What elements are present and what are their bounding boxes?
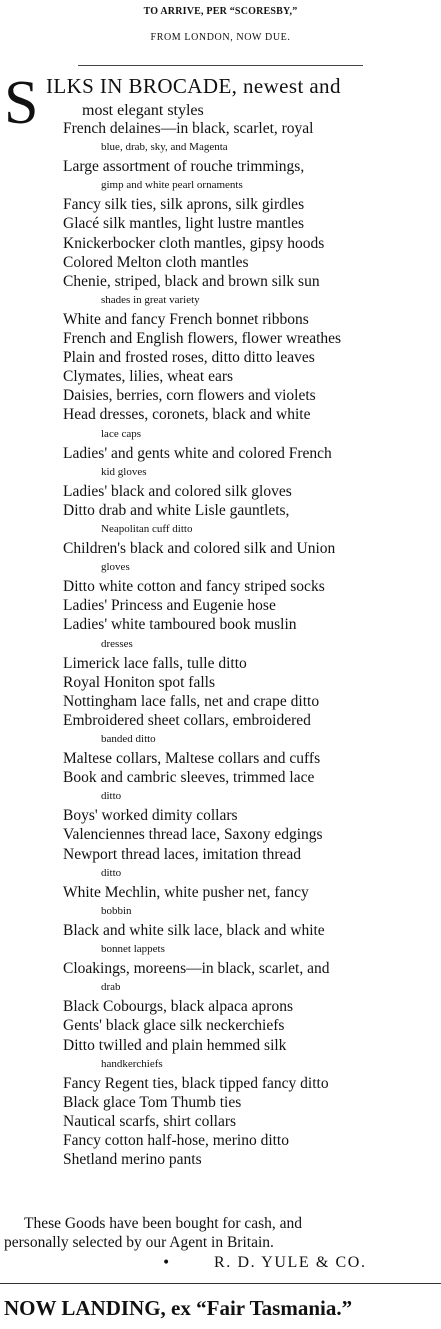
list-item-text: Knickerbocker cloth mantles, gipsy hoods [63, 234, 325, 252]
list-item-text: Fancy silk ties, silk aprons, silk girdles [63, 196, 305, 214]
list-item [63, 768, 437, 806]
list-item-continuation: dresses [101, 637, 133, 650]
list-item [63, 482, 437, 501]
list-item-continuation: handkerchiefs [101, 1057, 163, 1070]
list-item-text: Ditto drab and white Lisle gauntlets, [63, 501, 290, 519]
closing-statement [4, 1214, 438, 1252]
list-item-text: Book and cambric sleeves, trimmed lace [63, 769, 315, 787]
list-item-text: Nottingham lace falls, net and crape ditto [63, 692, 320, 710]
list-item-continuation: kid gloves [101, 465, 147, 478]
list-item [63, 348, 437, 367]
list-item-text: Shetland merino pants [63, 1151, 202, 1169]
list-item [63, 883, 437, 921]
list-item-text: Head dresses, coronets, black and white [63, 406, 311, 424]
list-item-text: Royal Honiton spot falls [63, 673, 215, 691]
signature: R. D. YULE & CO. [214, 1254, 367, 1271]
heading-origin: FROM LONDON, NOW DUE. [150, 32, 291, 43]
drop-cap: S [4, 69, 39, 137]
list-item-continuation: drab [101, 981, 121, 994]
list-item-text: Boys' worked dimity collars [63, 807, 238, 825]
list-item [63, 1112, 437, 1131]
list-item-text: White Mechlin, white pusher net, fancy [63, 883, 309, 901]
list-item-text: Daisies, berries, corn flowers and violets [63, 387, 316, 405]
lead-line: ILKS IN BROCADE, newest and [46, 74, 341, 98]
list-item [63, 444, 437, 482]
list-item-text: Colored Melton cloth mantles [63, 253, 249, 271]
list-item-text: Maltese collars, Maltese collars and cuffs [63, 750, 321, 768]
list-item [63, 806, 437, 825]
list-item [63, 1150, 437, 1169]
list-item [63, 749, 437, 768]
list-item-text: Large assortment of rouche trimmings, [63, 158, 305, 176]
list-item-continuation: lace caps [101, 427, 141, 440]
list-item-text: White and fancy French bonnet ribbons [63, 310, 309, 328]
list-item-text: Limerick lace falls, tulle ditto [63, 654, 247, 672]
list-item [63, 673, 437, 692]
list-item [63, 596, 437, 615]
top-divider [78, 65, 363, 66]
list-item [63, 615, 437, 653]
heading-arrival: TO ARRIVE, PER “SCORESBY,” [143, 6, 298, 17]
list-item [63, 329, 437, 348]
lead-continuation: most elegant styles [82, 102, 204, 119]
list-item [63, 214, 437, 233]
list-item-text: Ladies' white tamboured book muslin [63, 616, 297, 634]
list-item-text: Black and white silk lace, black and white [63, 921, 325, 939]
list-item-text: Ditto twilled and plain hemmed silk [63, 1036, 287, 1054]
list-item [63, 1016, 437, 1035]
list-item-text: Chenie, striped, black and brown silk sun [63, 272, 320, 290]
list-item [63, 195, 437, 214]
list-item [63, 501, 437, 539]
list-item-continuation: Neapolitan cuff ditto [101, 522, 193, 535]
list-item-text: French and English flowers, flower wreathes [63, 330, 342, 348]
list-item [63, 539, 437, 577]
list-item-text: Children's black and colored silk and Union [63, 540, 336, 558]
list-item [63, 310, 437, 329]
list-item-text: Ladies' and gents white and colored French [63, 444, 332, 462]
list-item-continuation: banded ditto [101, 733, 156, 745]
bottom-divider [0, 1283, 441, 1284]
list-item [63, 253, 437, 272]
list-item [63, 711, 437, 749]
list-item-continuation: ditto [101, 866, 122, 879]
list-item-continuation: blue, drab, sky, and Magenta [101, 141, 228, 154]
list-item [63, 654, 437, 673]
list-item [63, 386, 437, 405]
list-item [63, 1131, 437, 1150]
list-item-text: Ladies' Princess and Eugenie hose [63, 597, 276, 615]
list-item [63, 119, 437, 157]
list-item-text: Fancy cotton half-hose, merino ditto [63, 1131, 289, 1149]
list-item-text: Plain and frosted roses, ditto ditto leaves [63, 349, 315, 367]
list-item [63, 921, 437, 959]
list-item-text: Newport thread laces, imitation thread [63, 845, 302, 863]
closing-line-1: These Goods have been bought for cash, and [24, 1215, 303, 1232]
list-item [63, 577, 437, 596]
list-item-text: Black glace Tom Thumb ties [63, 1093, 242, 1111]
list-item-text: Black Cobourgs, black alpaca aprons [63, 998, 293, 1016]
closing-line-2: personally selected by our Agent in Britain. [4, 1234, 274, 1251]
list-item-text: Gents' black glace silk neckerchiefs [63, 1017, 285, 1035]
list-item [63, 825, 437, 844]
list-item [63, 367, 437, 386]
list-item [63, 272, 437, 310]
list-item-continuation: bonnet lappets [101, 943, 165, 956]
list-item-text: Embroidered sheet collars, embroidered [63, 711, 311, 729]
list-item [63, 997, 437, 1016]
list-item-continuation: gimp and white pearl ornaments [101, 179, 243, 192]
list-item-text: Valenciennes thread lace, Saxony edgings [63, 826, 323, 844]
list-item [63, 1093, 437, 1112]
list-item-text: Glacé silk mantles, light lustre mantles [63, 215, 305, 233]
footer-heading: NOW LANDING, ex “Fair Tasmania.” [4, 1296, 353, 1320]
bullet-mark: • [162, 1255, 171, 1271]
list-item-continuation: shades in great variety [101, 293, 200, 306]
list-item-continuation: bobbin [101, 904, 132, 917]
list-item [63, 692, 437, 711]
list-item-text: Ladies' black and colored silk gloves [63, 482, 292, 500]
list-item-text: Fancy Regent ties, black tipped fancy ditto [63, 1074, 329, 1092]
list-item [63, 157, 437, 195]
list-item-continuation: gloves [101, 561, 130, 574]
list-item [63, 845, 437, 883]
list-item-text: Nautical scarfs, shirt collars [63, 1112, 237, 1130]
list-item [63, 405, 437, 443]
list-item [63, 234, 437, 253]
list-item-continuation: ditto [101, 790, 122, 803]
goods-list [63, 119, 437, 1169]
list-item-text: Ditto white cotton and fancy striped socks [63, 578, 325, 596]
list-item-text: Clymates, lilies, wheat ears [63, 368, 234, 386]
list-item [63, 959, 437, 997]
list-item-text: Cloakings, moreens—in black, scarlet, and [63, 960, 330, 978]
list-item-text: French delaines—in black, scarlet, royal [63, 120, 314, 137]
list-item [63, 1074, 437, 1093]
list-item [63, 1036, 437, 1074]
